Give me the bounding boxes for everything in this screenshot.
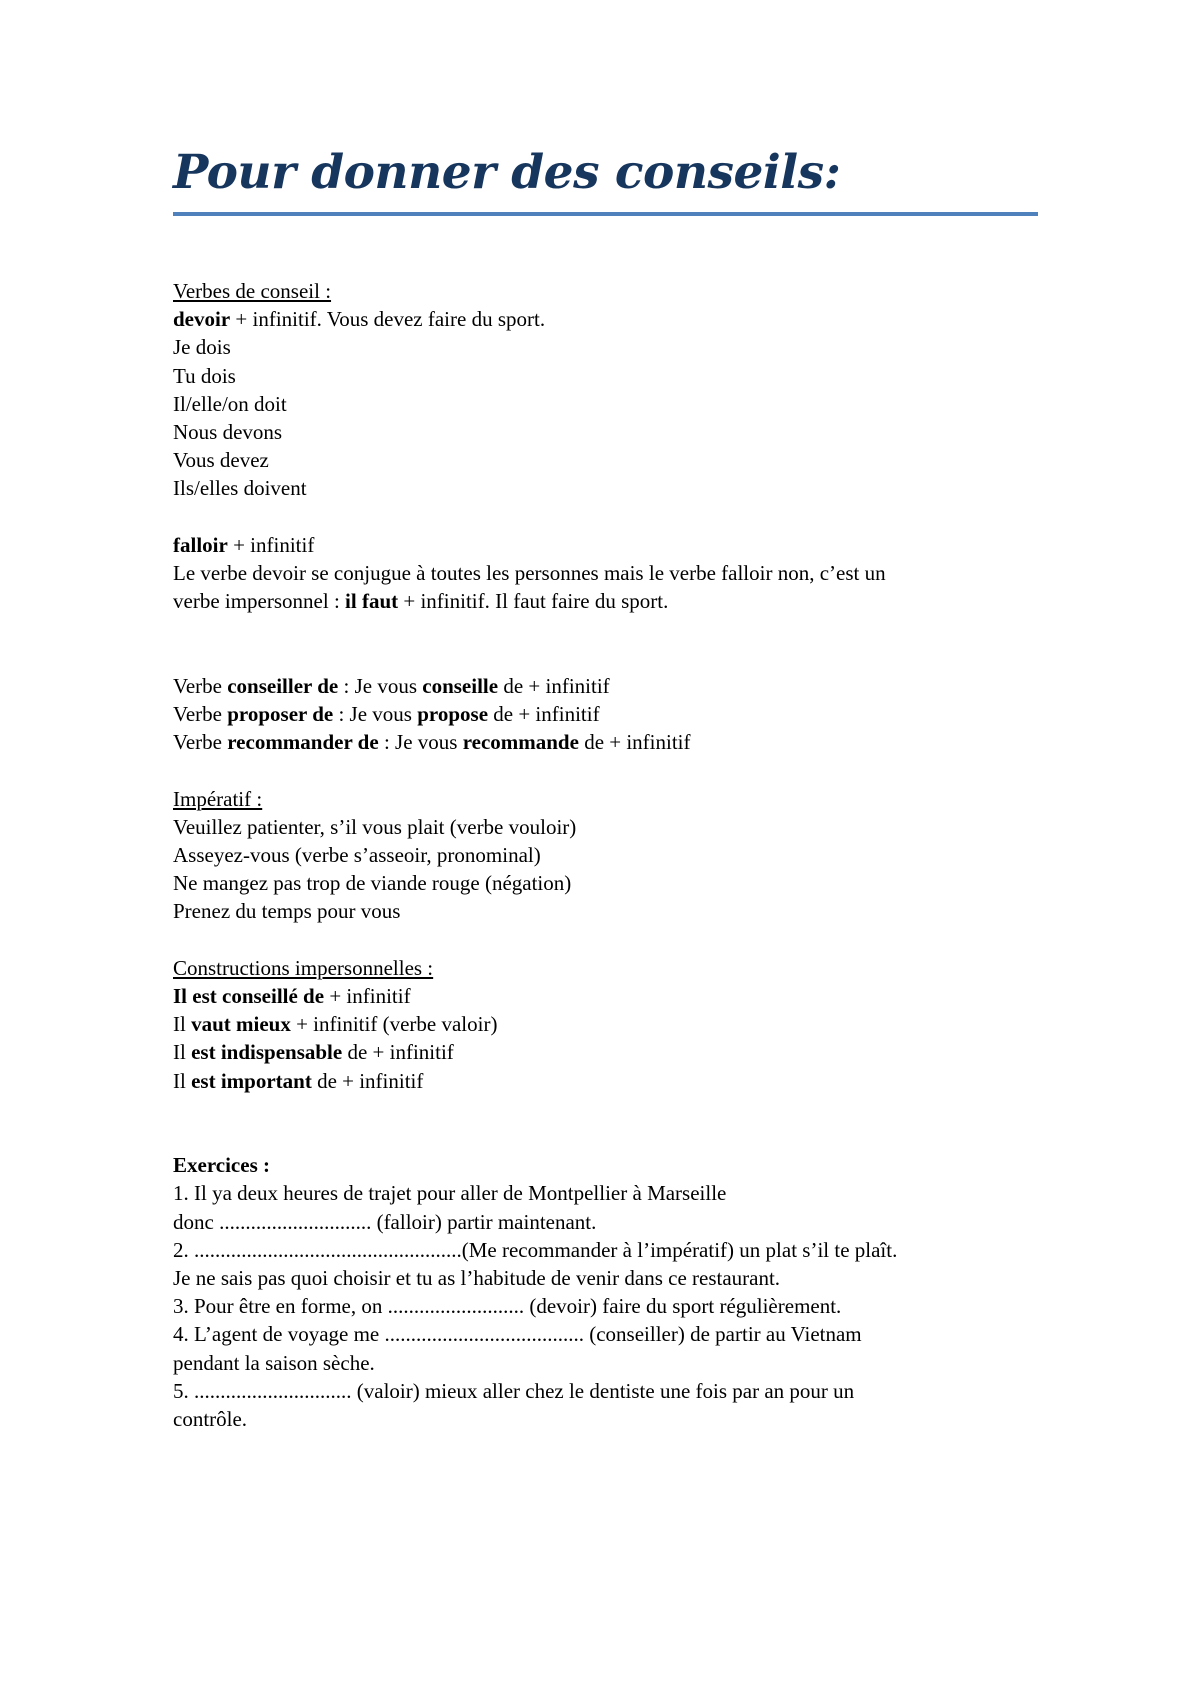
verb-de-line <box>173 672 1038 700</box>
title-underline <box>173 212 1038 216</box>
verb-term: recommande <box>462 730 579 755</box>
text-span: de + infinitif <box>342 1040 454 1065</box>
section-heading-constructions: Constructions impersonnelles : <box>173 955 434 980</box>
spacer <box>173 503 1038 531</box>
construction-line <box>173 1067 1038 1095</box>
document-body <box>173 277 1038 1433</box>
verb-term: recommander de <box>227 730 379 755</box>
construction-term: Il est conseillé de <box>173 984 325 1008</box>
spacer <box>173 644 1038 672</box>
conjugation-line: Tu dois <box>173 363 236 388</box>
falloir-rest: + infinitif <box>227 532 315 557</box>
imperatif-line: Veuillez patienter, s’il vous plait (verbe vouloir) <box>173 814 577 839</box>
text-span: verbe impersonnel : <box>173 589 346 614</box>
falloir-term: falloir <box>173 532 228 557</box>
falloir-line <box>173 531 1038 559</box>
spacer <box>173 615 1038 643</box>
exercise-line: donc ............................. (falloir) partir maintenant. <box>173 1209 597 1234</box>
construction-term: vaut mieux <box>191 1012 291 1037</box>
text-span: Il <box>173 1068 192 1093</box>
construction-line <box>173 1038 1038 1066</box>
text-span: + infinitif. Il faut faire du sport. <box>398 589 669 614</box>
verb-term: conseiller de <box>227 673 339 698</box>
spacer <box>173 1123 1038 1151</box>
text-span: Verbe <box>173 730 228 755</box>
page-title: Pour donner des conseils: <box>173 145 841 200</box>
exercise-line: contrôle. <box>173 1407 248 1432</box>
construction-term: est important <box>191 1068 312 1093</box>
verb-term: proposer de <box>227 702 334 726</box>
conjugation-line: Il/elle/on doit <box>173 391 287 416</box>
conjugation-line: Vous devez <box>173 448 269 473</box>
verb-term: conseille <box>422 673 499 698</box>
exercise-line: 2. ...................................................(Me recommander à l’impératif) un plat s’il te plaît. <box>173 1237 898 1262</box>
text-span: de + infinitif <box>488 702 600 726</box>
verb-de-line <box>173 700 1038 728</box>
text-span: Verbe <box>173 702 228 726</box>
spacer <box>173 756 1038 784</box>
imperatif-line: Prenez du temps pour vous <box>173 899 401 924</box>
spacer <box>173 1095 1038 1123</box>
spacer <box>173 926 1038 954</box>
text-span: de + infinitif <box>498 673 610 698</box>
il-faut-term: il faut <box>345 589 399 614</box>
imperatif-line: Ne mangez pas trop de viande rouge (négation) <box>173 871 572 896</box>
conjugation-line: Nous devons <box>173 420 283 445</box>
text-span: de + infinitif <box>578 730 691 755</box>
section-heading-exercices <box>173 1151 1038 1179</box>
exercise-line: 3. Pour être en forme, on .......................... (devoir) faire du sport régulièrement. <box>173 1294 842 1319</box>
imperatif-line: Asseyez-vous (verbe s’asseoir, pronominal) <box>173 843 541 867</box>
document-page <box>173 140 1038 1433</box>
exercise-line: 5. .............................. (valoir) mieux aller chez le dentiste une fois par an pour un <box>173 1378 855 1403</box>
text-span: : Je vous <box>333 702 418 726</box>
exercise-line: Je ne sais pas quoi choisir et tu as l’habitude de venir dans ce restaurant. <box>173 1266 781 1290</box>
section-heading-imperatif: Impératif : <box>173 786 263 811</box>
exercices-heading: Exercices : <box>173 1153 270 1178</box>
section-heading-verbes: Verbes de conseil : <box>173 279 332 303</box>
devoir-term: devoir <box>173 307 231 332</box>
text-span: : Je vous <box>378 730 463 755</box>
conjugation-line: Je dois <box>173 335 231 360</box>
falloir-explanation-line <box>173 587 1038 615</box>
verb-term: propose <box>417 702 489 726</box>
text-span: + infinitif <box>324 984 411 1008</box>
text-span: Il <box>173 1040 192 1065</box>
falloir-explanation-line: Le verbe devoir se conjugue à toutes les personnes mais le verbe falloir non, c’est un <box>173 561 886 586</box>
exercise-line: 1. Il ya deux heures de trajet pour aller de Montpellier à Marseille <box>173 1181 727 1206</box>
text-span: + infinitif (verbe valoir) <box>290 1012 498 1037</box>
text-span: Il <box>173 1012 192 1037</box>
devoir-rest: + infinitif. Vous devez faire du sport. <box>230 307 546 332</box>
text-span: Verbe <box>173 673 228 698</box>
exercise-line: 4. L’agent de voyage me ...................................... (conseiller) de partir au Vietnam <box>173 1322 862 1347</box>
exercise-line: pendant la saison sèche. <box>173 1350 375 1375</box>
verb-de-line <box>173 728 1038 756</box>
construction-line <box>173 1010 1038 1038</box>
construction-term: est indispensable <box>191 1040 343 1065</box>
text-span: : Je vous <box>338 673 423 698</box>
text-span: de + infinitif <box>311 1068 424 1093</box>
devoir-line <box>173 305 1038 333</box>
conjugation-line: Ils/elles doivent <box>173 476 307 501</box>
construction-line <box>173 982 1038 1010</box>
